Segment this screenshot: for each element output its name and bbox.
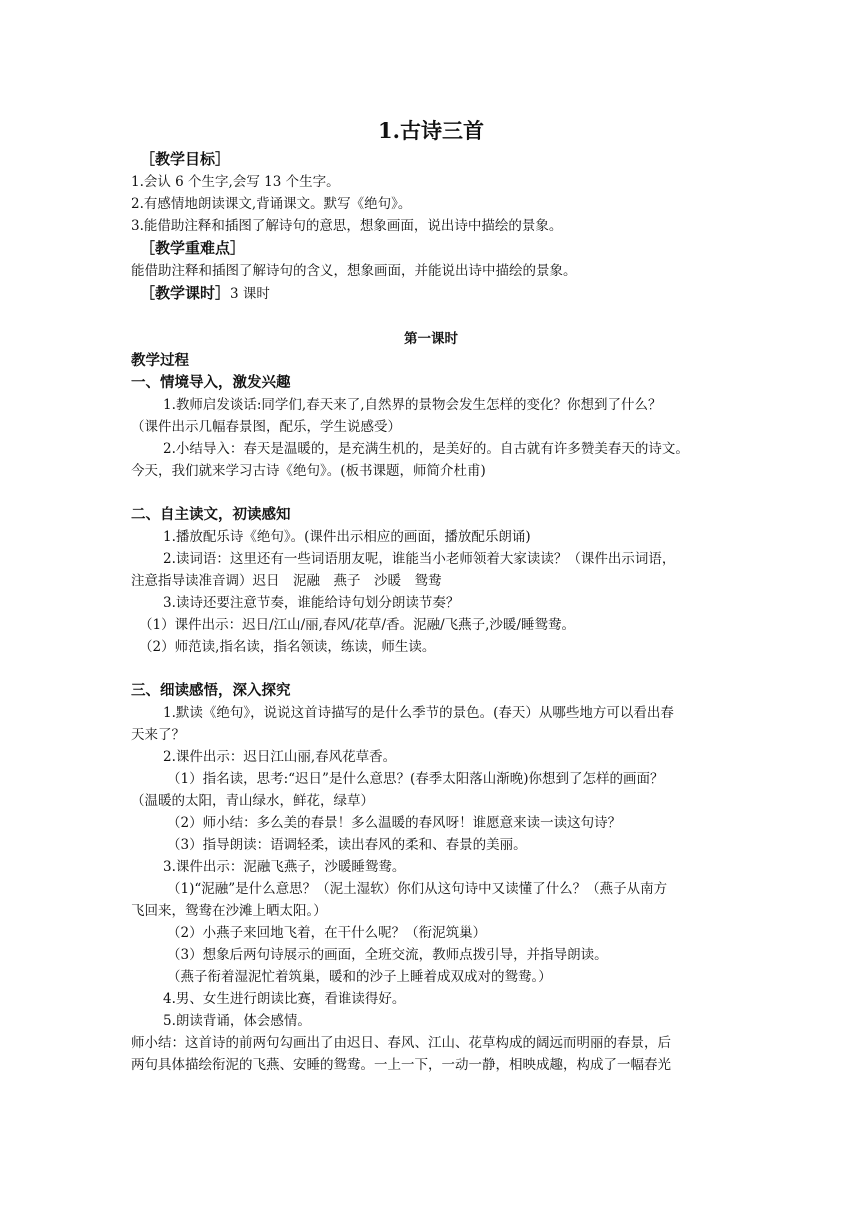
paragraph-line: （1）指名读，思考:“迟日”是什么意思？(春季太阳落山渐晚)你想到了怎样的画面？ (167, 771, 664, 787)
paragraph-line: 今天，我们就来学习古诗《绝句》。(板书课题，师简介杜甫) (131, 463, 486, 479)
goal-item: 1.会认 6 个生字,会写 13 个生字。 (131, 174, 340, 190)
hours-value: 3 课时 (230, 286, 270, 302)
page-title: 1.古诗三首 (378, 118, 484, 143)
document-body (131, 118, 731, 1076)
hours-heading: ［教学课时］ (140, 284, 231, 302)
goal-item: 2.有感情地朗读课文,背诵课文。默写《绝句》。 (131, 196, 412, 212)
paragraph-line: （3）指导朗读：语调轻柔，读出春风的柔和、春景的美丽。 (167, 837, 527, 853)
lesson-title: 第一课时 (404, 331, 458, 347)
key-points-text: 能借助注释和插图了解诗句的含义，想象画面，并能说出诗中描绘的景象。 (131, 263, 577, 279)
paragraph-line: 2.读词语：这里还有一些词语朋友呢，谁能当小老师领着大家读读？（课件出示词语， (163, 551, 676, 567)
paragraph-line: 3.读诗还要注意节奏，谁能给诗句划分朗读节奏？ (163, 595, 460, 611)
paragraph-line: 飞回来，鸳鸯在沙滩上晒太阳。） (131, 903, 327, 919)
paragraph-line: （2）小燕子来回地飞着，在干什么呢？（衔泥筑巢） (167, 925, 487, 941)
paragraph-line: 1.教师启发谈话:同学们,春天来了,自然界的景物会发生怎样的变化？你想到了什么？ (163, 397, 662, 413)
paragraph-line: （课件出示几幅春景图，配乐，学生说感受） (131, 419, 401, 435)
paragraph-line: 注意指导读准音调）迟日 泥融 燕子 沙暖 鸳鸯 (131, 573, 442, 589)
paragraph-line: （3）想象后两句诗展示的画面，全班交流，教师点拨引导，并指导朗读。 (167, 947, 608, 963)
paragraph-line: 师小结：这首诗的前两句勾画出了由迟日、春风、江山、花草构成的阔远而明丽的春景，后 (131, 1035, 671, 1051)
paragraph-line: （燕子衔着湿泥忙着筑巢，暖和的沙子上睡着成双成对的鸳鸯。） (167, 969, 552, 985)
paragraph-line: 5.朗读背诵，体会感情。 (163, 1013, 311, 1029)
paragraph-line: （1）课件出示：迟日/江山/丽,春风/花草/香。泥融/飞燕子,沙暖/睡鸳鸯。 (139, 617, 575, 633)
paragraph-line: （2）师范读,指名读，指名领读，练读，师生读。 (139, 639, 436, 655)
paragraph-line: 2.小结导入：春天是温暖的，是充满生机的，是美好的。自古就有许多赞美春天的诗文。 (163, 441, 689, 457)
paragraph-line: 2.课件出示：迟日江山丽,春风花草香。 (163, 749, 397, 765)
paragraph-line: （温暖的太阳，青山绿水，鲜花，绿草） (131, 793, 374, 809)
paragraph-line: 天来了？ (131, 727, 185, 743)
paragraph-line: 1.默读《绝句》，说说这首诗描写的是什么季节的景色。(春天）从哪些地方可以看出春 (163, 705, 674, 721)
goal-item: 3.能借助注释和插图了解诗句的意思，想象画面，说出诗中描绘的景象。 (131, 218, 563, 234)
paragraph-line: 3.课件出示：泥融飞燕子，沙暖睡鸳鸯。 (163, 859, 406, 875)
goals-heading: ［教学目标］ (140, 150, 231, 168)
section-1-heading: 一、情境导入，激发兴趣 (131, 375, 291, 391)
paragraph-line: （1)“泥融”是什么意思？（泥土湿软）你们从这句诗中又读懂了什么？（燕子从南方 (167, 881, 668, 897)
section-3-heading: 三、细读感悟，深入探究 (131, 683, 291, 699)
process-heading: 教学过程 (131, 353, 189, 369)
paragraph-line: 1.播放配乐诗《绝句》。(课件出示相应的画面，播放配乐朗诵) (163, 529, 531, 545)
key-points-heading: ［教学重难点］ (140, 239, 246, 257)
paragraph-line: 4.男、女生进行朗读比赛，看谁读得好。 (163, 991, 406, 1007)
paragraph-line: （2）师小结：多么美的春景！多么温暖的春风呀！谁愿意来读一读这句诗？ (167, 815, 622, 831)
section-2-heading: 二、自主读文，初读感知 (131, 507, 291, 523)
paragraph-line: 两句具体描绘衔泥的飞燕、安睡的鸳鸯。一上一下，一动一静，相映成趣，构成了一幅春光 (131, 1057, 671, 1073)
